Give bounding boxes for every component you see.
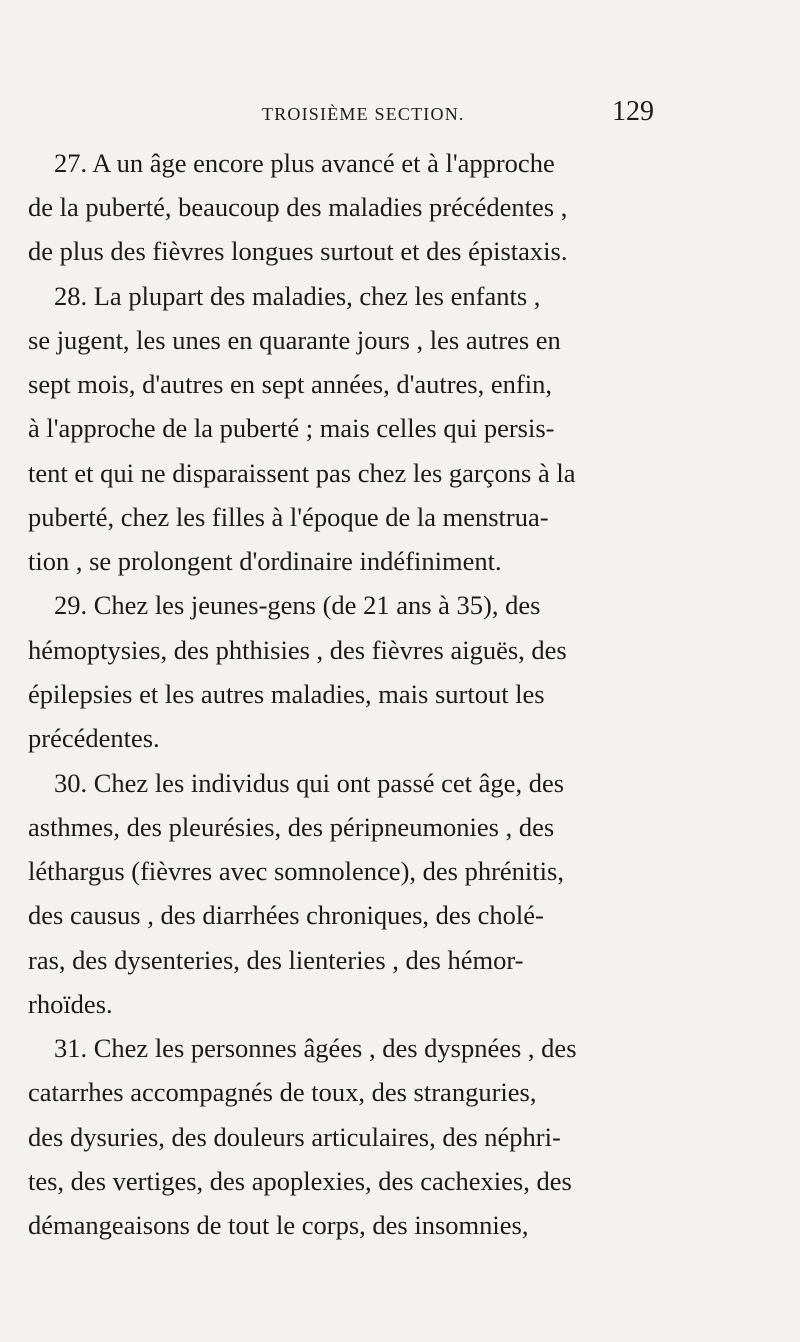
- text-line: puberté, chez les filles à l'époque de la menstrua-: [28, 502, 549, 532]
- text-line: précédentes.: [28, 723, 160, 753]
- text-line: se jugent, les unes en quarante jours , les autres en: [28, 325, 561, 355]
- text-line: rhoïdes.: [28, 989, 113, 1019]
- text-line: tes, des vertiges, des apoplexies, des cachexies, des: [28, 1166, 572, 1196]
- page-number: 129: [612, 96, 654, 127]
- text-line: 31. Chez les personnes âgées , des dyspnées , des: [54, 1033, 577, 1063]
- text-line: 28. La plupart des maladies, chez les enfants ,: [54, 281, 541, 311]
- text-line: asthmes, des pleurésies, des péripneumonies , des: [28, 812, 555, 842]
- text-line: 27. A un âge encore plus avancé et à l'approche: [54, 148, 555, 178]
- text-line: de plus des fièvres longues surtout et des épistaxis.: [28, 236, 568, 266]
- text-line: ras, des dysenteries, des lienteries , des hémor-: [28, 945, 524, 975]
- text-line: tent et qui ne disparaissent pas chez les garçons à la: [28, 458, 576, 488]
- text-line: épilepsies et les autres maladies, mais surtout les: [28, 679, 545, 709]
- text-line: 30. Chez les individus qui ont passé cet âge, des: [54, 768, 565, 798]
- text-line: tion , se prolongent d'ordinaire indéfiniment.: [28, 546, 502, 576]
- text-line: catarrhes accompagnés de toux, des stranguries,: [28, 1077, 537, 1107]
- text-line: des causus , des diarrhées chroniques, des cholé-: [28, 900, 544, 930]
- text-line: démangeaisons de tout le corps, des insomnies,: [28, 1210, 529, 1240]
- text-line: hémoptysies, des phthisies , des fièvres aiguës, des: [28, 635, 567, 665]
- text-line: des dysuries, des douleurs articulaires, des néphri-: [28, 1122, 561, 1152]
- text-line: 29. Chez les jeunes-gens (de 21 ans à 35), des: [54, 590, 541, 620]
- text-line: à l'approche de la puberté ; mais celles qui persis-: [28, 413, 555, 443]
- text-line: léthargus (fièvres avec somnolence), des phrénitis,: [28, 856, 564, 886]
- running-title: TROISIÈME SECTION.: [262, 104, 465, 124]
- text-line: de la puberté, beaucoup des maladies précédentes ,: [28, 192, 568, 222]
- running-head: [0, 96, 800, 136]
- text-line: sept mois, d'autres en sept années, d'autres, enfin,: [28, 369, 552, 399]
